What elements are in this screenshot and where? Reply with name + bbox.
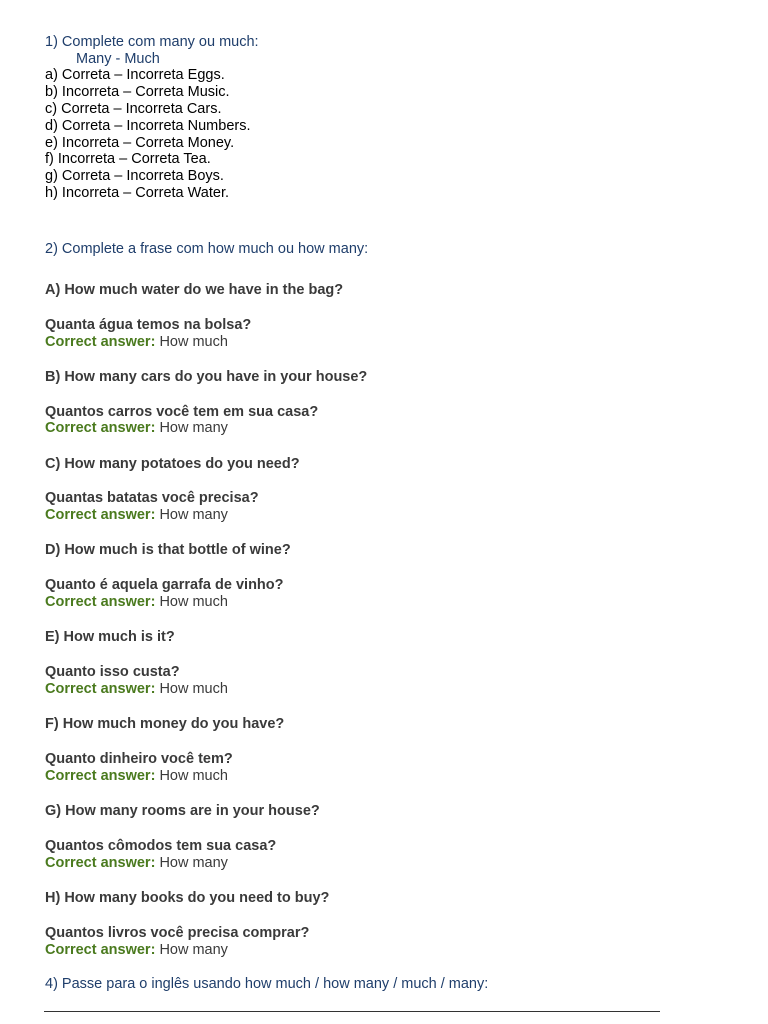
correct-answer-label: Correct answer: [45, 334, 156, 350]
correct-answer-label: Correct answer: [45, 855, 156, 871]
correct-answer [45, 334, 228, 351]
section1-item: g) Correta – Incorreta Boys. [45, 168, 224, 184]
correct-answer-label: Correct answer: [45, 942, 156, 958]
question-translation: Quantos carros você tem em sua casa? [45, 404, 319, 420]
question-english: A) How much water do we have in the bag? [45, 282, 344, 298]
section1-item: a) Correta – Incorreta Eggs. [45, 67, 225, 83]
correct-answer [45, 420, 228, 437]
question-english: E) How much is it? [45, 629, 175, 645]
correct-answer-label: Correct answer: [45, 594, 156, 610]
section1-item: f) Incorreta – Correta Tea. [45, 151, 211, 167]
correct-answer [45, 507, 228, 524]
correct-answer-label: Correct answer: [45, 768, 156, 784]
question-english: G) How many rooms are in your house? [45, 803, 320, 819]
correct-answer-value: How much [159, 334, 228, 350]
correct-answer [45, 594, 228, 611]
correct-answer-value: How many [159, 855, 228, 871]
question-translation: Quanto dinheiro você tem? [45, 751, 233, 767]
correct-answer [45, 855, 228, 872]
question-translation: Quantas batatas você precisa? [45, 490, 259, 506]
question-translation: Quantos cômodos tem sua casa? [45, 838, 277, 854]
correct-answer-label: Correct answer: [45, 420, 156, 436]
section2-title: 2) Complete a frase com how much ou how many: [45, 241, 369, 257]
correct-answer-value: How much [159, 594, 228, 610]
section1-title: 1) Complete com many ou much: [45, 34, 259, 50]
section1-item: b) Incorreta – Correta Music. [45, 84, 230, 100]
correct-answer-value: How much [159, 681, 228, 697]
question-english: B) How many cars do you have in your house? [45, 369, 368, 385]
correct-answer [45, 768, 228, 785]
question-english: F) How much money do you have? [45, 716, 285, 732]
section4-title: 4) Passe para o inglês usando how much / how many / much / many: [45, 976, 489, 992]
answer-line-divider [44, 1011, 660, 1012]
correct-answer-label: Correct answer: [45, 681, 156, 697]
question-translation: Quanto é aquela garrafa de vinho? [45, 577, 284, 593]
correct-answer-value: How many [159, 420, 228, 436]
question-english: H) How many books do you need to buy? [45, 890, 330, 906]
section1-item: e) Incorreta – Correta Money. [45, 135, 235, 151]
section1-item: d) Correta – Incorreta Numbers. [45, 118, 251, 134]
question-translation: Quantos livros você precisa comprar? [45, 925, 310, 941]
section1-item: c) Correta – Incorreta Cars. [45, 101, 222, 117]
section1-item: h) Incorreta – Correta Water. [45, 185, 230, 201]
section1-subheading: Many - Much [76, 51, 160, 67]
correct-answer [45, 942, 228, 959]
question-english: C) How many potatoes do you need? [45, 456, 300, 472]
correct-answer-label: Correct answer: [45, 507, 156, 523]
correct-answer-value: How many [159, 942, 228, 958]
question-translation: Quanto isso custa? [45, 664, 180, 680]
correct-answer-value: How many [159, 507, 228, 523]
question-translation: Quanta água temos na bolsa? [45, 317, 252, 333]
question-english: D) How much is that bottle of wine? [45, 542, 291, 558]
correct-answer-value: How much [159, 768, 228, 784]
correct-answer [45, 681, 228, 698]
